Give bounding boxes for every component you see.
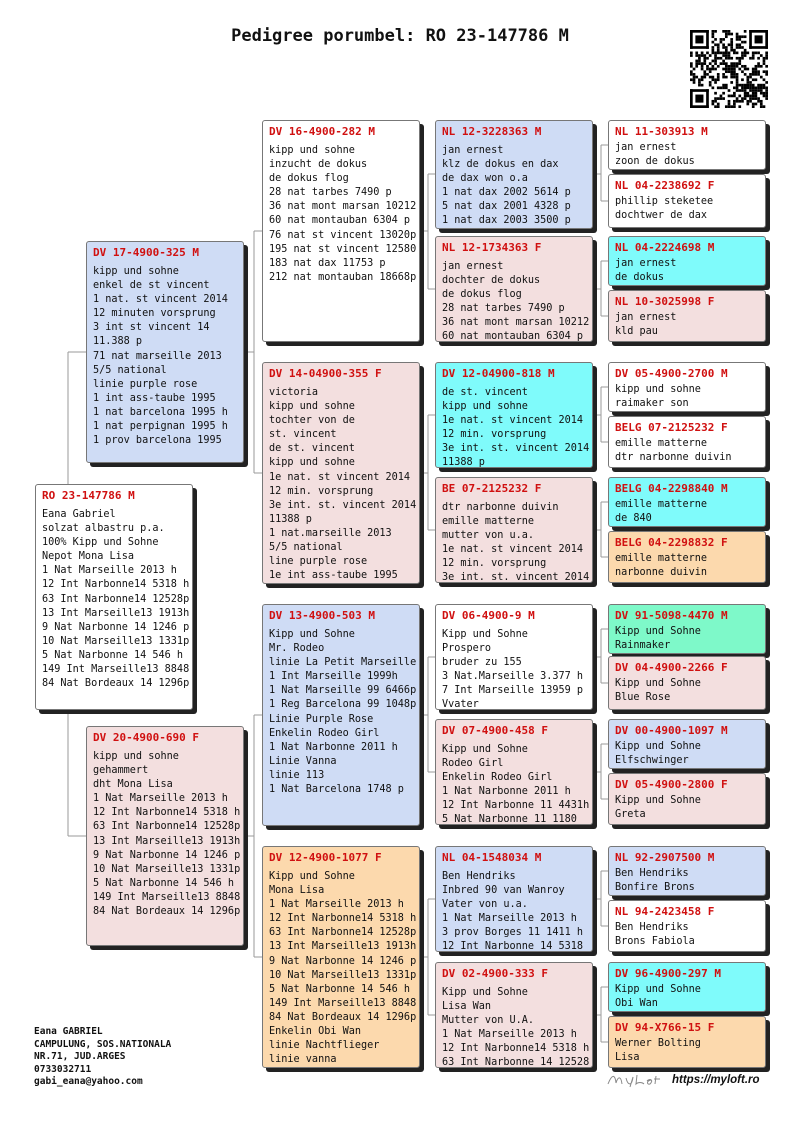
pigeon-notes [615,383,759,411]
pigeon-note-line: 1 Int Marseille 1999h [269,671,398,683]
pigeon-note-line: Enkelin Obi Wan [269,1026,362,1038]
pigeon-notes [615,921,759,949]
ring-number: BELG 07-2125232 F [615,421,728,434]
pigeon-note-line: victoria [269,387,319,398]
pedigree-box-g4-4 [608,290,766,342]
ring-number: BELG 04-2298832 F [615,536,728,549]
pigeon-note-line: de dax won o.a [442,173,528,185]
pigeon-note-line: Kipp und Sohne [442,744,528,755]
pedigree-box-g4-11 [608,719,766,769]
pigeon-note-line: 5/5 national [269,542,343,554]
ring-number: DV 06-4900-9 M [442,609,535,622]
pigeon-note-line: Lisa [615,1052,640,1064]
pigeon-note-line: 1 prov barcelona 1995 [93,435,222,447]
pigeon-note-line: 71 nat marseille 2013 [93,350,222,362]
pigeon-note-line: jan ernest [615,258,677,269]
pigeon-notes [442,628,586,710]
pigeon-note-line: Bonfire Brons [615,882,695,894]
pedigree-box-g3-4 [435,477,593,583]
pigeon-note-line: dtr narbonne duivin [615,452,732,464]
pigeon-note-line: 3e int. st. vincent 2014 [442,443,590,455]
ring-number: NL 92-2907500 M [615,851,715,864]
pigeon-note-line: 60 nat montauban 6304 p [442,331,584,342]
ring-number: DV 02-4900-333 F [442,967,548,980]
pigeon-note-line: 1e nat. st vincent 2014 [269,471,411,483]
pigeon-note-line: jan ernest [615,312,677,323]
pigeon-note-line: jan ernest [615,142,677,153]
pigeon-notes [615,677,759,705]
pigeon-note-line: dochtwer de dax [615,210,708,222]
pedigree-box-g4-9 [608,604,766,654]
pedigree-box-sire-sire [262,120,420,342]
pigeon-note-line: Kipp und Sohne [615,626,701,637]
pigeon-note-line: linie 113 [269,769,325,781]
pigeon-note-line: Blue Rose [615,692,671,704]
pigeon-note-line: Mr. Rodeo [269,643,325,655]
footer-website-link[interactable]: https://myloft.ro [672,1074,760,1086]
ring-number: NL 11-303913 M [615,125,708,138]
pigeon-note-line: 7 Int Marseille 13959 p [442,685,584,697]
pedigree-box-g3-2 [435,236,593,342]
pigeon-note-line: emille matterne [615,553,708,564]
ring-number: NL 04-2238692 F [615,179,715,192]
ring-number: DV 12-04900-818 M [442,367,555,380]
pigeon-note-line: 63 Int Narbonne 14 12528 [442,1057,590,1068]
pedigree-box-dam-sire [262,604,420,826]
pigeon-note-line: dht Mona Lisa [93,779,173,791]
pigeon-notes [615,311,759,339]
pigeon-notes [442,870,586,952]
pigeon-note-line: 10 Nat Marseille13 1331p [93,863,241,875]
ring-number: DV 17-4900-325 M [93,246,199,259]
pedigree-box-sire-dam [262,362,420,584]
pigeon-note-line: 1 nat. st vincent 2014 [93,294,228,306]
qr-code-icon [690,30,768,108]
pigeon-note-line: dochter de dokus [442,275,541,287]
pigeon-note-line: 12 minuten vorsprung [93,308,216,320]
pigeon-note-line: 1 Nat Narbonne 2011 h [442,786,571,798]
pedigree-box-dam-dam [262,846,420,1068]
pigeon-note-line: 5/5 national [93,364,167,376]
ring-number: DV 07-4900-458 F [442,724,548,737]
pigeon-note-line: 100% Kipp und Sohne [42,537,159,549]
owner-phone: 0733032711 [34,1063,92,1075]
pigeon-note-line: 1 Nat Narbonne 2011 h [269,741,398,753]
pigeon-note-line: Ben Hendriks [615,922,689,933]
pigeon-notes [93,265,237,448]
pigeon-note-line: Elfschwinger [615,755,689,767]
pedigree-box-g4-10 [608,656,766,710]
pigeon-note-line: 11388 p [269,513,312,525]
pigeon-note-line: 28 nat tarbes 7490 p [442,303,565,315]
pigeon-note-line: emille matterne [615,499,708,510]
pigeon-note-line: 1 Nat Marseille 2013 h [269,899,404,911]
pedigree-box-g4-2 [608,174,766,228]
owner-email: gabi_eana@yahoo.com [34,1076,143,1087]
pigeon-note-line: Linie Vanna [269,755,337,767]
pigeon-note-line: 1 Nat Marseille 99 6466p [269,685,417,697]
pedigree-box-g3-7 [435,846,593,952]
ring-number: DV 14-04900-355 F [269,367,382,380]
pigeon-note-line: 12 Int Narbonne14 5318 h [442,1043,590,1055]
ring-number: NL 12-1734363 F [442,241,542,254]
pedigree-box-g4-6 [608,416,766,468]
ring-number: DV 20-4900-690 F [93,731,199,744]
pigeon-note-line: Enkelin Rodeo Girl [442,772,553,784]
pedigree-box-mother [86,726,244,946]
pigeon-note-line: 60 nat montauban 6304 p [269,215,411,227]
pigeon-note-line: 12 min. vorsprung [442,558,547,570]
pigeon-note-line: enkel de st vincent [93,280,210,292]
pigeon-note-line: kld pau [615,326,658,338]
pigeon-note-line: 5 Nat Narbonne 14 546 h [42,649,184,661]
pigeon-note-line: de dokus flog [442,289,522,301]
owner-name: Eana GABRIEL [34,1026,103,1037]
pedigree-box-g3-8 [435,962,593,1068]
pigeon-notes [269,386,417,583]
ring-number: NL 04-1548034 M [442,851,542,864]
pigeon-note-line: de st. vincent [269,443,355,455]
ring-number: DV 94-X766-15 F [615,1021,715,1034]
pigeon-note-line: 1 nat barcelona 1995 h [93,406,228,418]
pigeon-note-line: 1 Nat Marseille 2013 h [42,565,177,577]
pigeon-note-line: st. vincent [269,429,337,441]
pigeon-note-line: 1e int ass-taube 1995 [269,570,398,582]
pigeon-note-line: linie Nachtflieger [269,1040,380,1052]
pigeon-note-line: kipp und sohne [615,384,701,395]
pigeon-note-line: 1 Nat Barcelona 1748 p [269,784,404,796]
pigeon-note-line: zoon de dokus [615,156,695,168]
owner-address-line: CAMPULUNG, SOS.NATIONALA [34,1038,172,1050]
pigeon-notes [442,144,586,229]
ring-number: DV 96-4900-297 M [615,967,721,980]
pigeon-notes [615,257,759,285]
myloft-signature-logo [606,1072,664,1088]
pigeon-note-line: 11388 p [442,457,485,468]
ring-number: NL 10-3025998 F [615,295,715,308]
owner-address-line: NR.71, JUD.ARGES [34,1051,126,1062]
ring-number: BELG 04-2298840 M [615,482,728,495]
pigeon-note-line: 5 nat dax 2001 4328 p [442,201,571,213]
pigeon-note-line: 3 int st vincent 14 [93,322,210,334]
pedigree-box-father [86,241,244,463]
ring-number: DV 12-4900-1077 F [269,851,382,864]
pedigree-box-g4-16 [608,1016,766,1068]
pedigree-box-g3-6 [435,719,593,825]
pigeon-note-line: 195 nat st vincent 12580 [269,243,417,255]
pigeon-note-line: de st. vincent [442,387,528,398]
pigeon-note-line: Kipp und Sohne [269,871,355,882]
pigeon-note-line: Inbred 90 van Wanroy [442,885,565,897]
pigeon-notes [615,437,759,465]
pigeon-note-line: mutter von u.a. [442,530,535,542]
pigeon-note-line: 1e nat. st vincent 2014 [442,415,584,427]
pigeon-note-line: Mona Lisa [269,885,325,897]
pigeon-notes [615,740,759,768]
pigeon-note-line: 3 prov Borges 11 1411 h [442,927,584,939]
pigeon-note-line: 183 nat dax 11753 p [269,257,386,269]
pigeon-note-line: Vater von u.a. [442,899,528,911]
pigeon-notes [615,1037,759,1065]
pigeon-note-line: Prospero [442,643,492,655]
ring-number: DV 16-4900-282 M [269,125,375,138]
pigeon-note-line: inzucht de dokus [269,159,368,171]
pigeon-note-line: 12 Int Narbonne 11 4431h [442,800,590,812]
pedigree-box-g4-8 [608,531,766,583]
pigeon-note-line: Mutter von U.A. [442,1015,535,1027]
pigeon-note-line: 10 Nat Marseille13 1331p [42,635,190,647]
pigeon-note-line: Lisa Wan [442,1001,492,1013]
pigeon-note-line: raimaker son [615,398,689,410]
pigeon-note-line: emille matterne [615,438,708,449]
ring-number: DV 05-4900-2800 F [615,778,728,791]
pigeon-note-line: Rodeo Girl [442,758,504,770]
pigeon-note-line: 12 min. vorsprung [269,485,374,497]
pigeon-note-line: 63 Int Narbonne14 12528p [93,821,241,833]
ring-number: NL 04-2224698 M [615,241,715,254]
pigeon-note-line: kipp und sohne [93,266,179,277]
pedigree-box-g3-5 [435,604,593,710]
pigeon-note-line: Eana Gabriel [42,509,116,520]
pigeon-note-line: 1 nat dax 2003 3500 p [442,215,571,227]
pigeon-note-line: Kipp und Sohne [269,629,355,640]
pigeon-note-line: 5 Nat Narbonne 11 1180 [442,814,577,825]
page-title: Pedigree porumbel: RO 23-147786 M [231,26,569,46]
pigeon-note-line: 9 Nat Narbonne 14 1246 p [93,849,241,861]
pedigree-box-g4-7 [608,477,766,527]
pigeon-note-line: Ben Hendriks [615,868,689,879]
pigeon-note-line: dtr narbonne duivin [442,502,559,513]
pigeon-note-line: 28 nat tarbes 7490 p [269,187,392,199]
pigeon-notes [42,508,190,691]
pigeon-note-line: de 840 [615,513,652,525]
pigeon-note-line: 63 Int Narbonne14 12528p [269,927,417,939]
pigeon-note-line: line purple rose [269,556,368,568]
pigeon-note-line: 3 Nat.Marseille 3.377 h [442,671,584,683]
pigeon-notes [442,260,590,342]
pigeon-note-line: Kipp und Sohne [442,629,528,640]
pigeon-note-line: linie La Petit Marseille [269,657,417,669]
pigeon-note-line: kipp und sohne [93,751,179,762]
pigeon-note-line: kipp und sohne [269,145,355,156]
pigeon-note-line: Brons Fabiola [615,936,695,948]
pigeon-note-line: 1e nat. st vincent 2014 [442,544,584,556]
pigeon-note-line: Ben Hendriks [442,871,516,882]
pigeon-note-line: linie vanna [269,1054,337,1066]
pigeon-note-line: Kipp und Sohne [615,678,701,689]
ring-number: DV 13-4900-503 M [269,609,375,622]
ring-number: DV 91-5098-4470 M [615,609,728,622]
pedigree-box-g4-3 [608,236,766,286]
ring-number: DV 04-4900-2266 F [615,661,728,674]
pigeon-notes [442,986,590,1068]
ring-number: NL 94-2423458 F [615,905,715,918]
pigeon-note-line: 1 Reg Barcelona 99 1048p [269,699,417,711]
pigeon-note-line: klz de dokus en dax [442,159,559,171]
pigeon-note-line: kipp und sohne [442,401,528,413]
pigeon-note-line: solzat albastru p.a. [42,523,165,535]
pigeon-note-line: 13 Int Marseille13 1913h [42,607,190,619]
ring-number: DV 05-4900-2700 M [615,367,728,380]
pigeon-note-line: 1 Nat Marseille 2013 h [442,913,577,925]
pedigree-box-g4-13 [608,846,766,896]
pedigree-box-subject [35,484,193,710]
pigeon-note-line: Enkelin Rodeo Girl [269,727,380,739]
pedigree-box-g4-1 [608,120,766,170]
pigeon-note-line: 63 Int Narbonne14 12528p [42,593,190,605]
ring-number: RO 23-147786 M [42,489,135,502]
pedigree-box-g4-15 [608,962,766,1012]
pigeon-note-line: Werner Bolting [615,1038,701,1049]
pigeon-note-line: emille matterne [442,516,535,528]
pigeon-notes [615,625,759,653]
pigeon-notes [615,552,759,580]
pigeon-note-line: 149 Int Marseille13 8848 [42,664,190,676]
pedigree-box-g3-1 [435,120,593,229]
pigeon-note-line: phillip steketee [615,196,714,207]
pigeon-note-line: 149 Int Marseille13 8848 [93,891,241,903]
pigeon-note-line: 36 nat mont marsan 10212 [442,317,590,329]
pigeon-note-line: bruder zu 155 [442,657,522,669]
pigeon-note-line: Kipp und Sohne [615,984,701,995]
pigeon-notes [442,743,590,825]
pedigree-box-g4-5 [608,362,766,412]
pigeon-notes [269,144,417,285]
pigeon-note-line: 149 Int Marseille13 8848 [269,997,417,1009]
owner-contact [34,1026,171,1089]
pigeon-note-line: Rainmaker [615,640,671,652]
pigeon-note-line: Kipp und Sohne [615,795,701,806]
pigeon-note-line: 212 nat montauban 18668p [269,271,417,283]
pigeon-note-line: narbonne duivin [615,567,708,579]
pigeon-note-line: de dokus [615,272,665,284]
pigeon-note-line: 13 Int Marseille13 1913h [269,941,417,953]
pigeon-notes [615,794,759,822]
pigeon-note-line: linie purple rose [93,378,198,390]
pigeon-notes [269,628,417,797]
pigeon-note-line: 3e int. st. vincent 2014 [269,499,417,511]
pigeon-notes [615,498,759,526]
pigeon-note-line: 9 Nat Narbonne 14 1246 p [42,621,190,633]
pigeon-note-line: 84 Nat Bordeaux 14 1296p [42,678,190,690]
pigeon-notes [615,867,759,895]
pigeon-note-line: 12 Int Narbonne 14 5318 [442,941,584,952]
pigeon-notes [615,983,759,1011]
ring-number: NL 12-3228363 M [442,125,542,138]
pigeon-note-line: 1 Nat Marseille 2013 h [442,1029,577,1041]
pigeon-note-line: 5 Nat Narbonne 14 546 h [269,983,411,995]
pigeon-note-line: 13 Int Marseille13 1913h [93,835,241,847]
pigeon-note-line: 1 nat dax 2002 5614 p [442,187,571,199]
pedigree-box-g4-12 [608,773,766,825]
pigeon-note-line: jan ernest [442,145,504,156]
pigeon-note-line: 12 Int Narbonne14 5318 h [42,579,190,591]
pigeon-notes [615,141,759,169]
pigeon-note-line: kipp und sohne [269,401,355,413]
pigeon-note-line: 84 Nat Bordeaux 14 1296p [93,906,241,918]
pigeon-notes [615,195,759,223]
pedigree-box-g3-3 [435,362,593,468]
pigeon-note-line: 1 Nat Marseille 2013 h [93,793,228,805]
pigeon-note-line: 3e int. st. vincent 2014 [442,572,590,583]
pigeon-note-line: 1 nat perpignan 1995 h [93,421,228,433]
pigeon-note-line: gehammert [93,765,149,777]
pigeon-note-line: 12 Int Narbonne14 5318 h [93,807,241,819]
pigeon-notes [93,750,241,919]
pigeon-notes [269,870,417,1067]
ring-number: BE 07-2125232 F [442,482,542,495]
pigeon-note-line: Vvater [442,699,479,710]
pigeon-note-line: 9 Nat Narbonne 14 1246 p [269,955,417,967]
pigeon-note-line: 84 Nat Bordeaux 14 1296p [269,1011,417,1023]
ring-number: DV 00-4900-1097 M [615,724,728,737]
pigeon-note-line: Linie Purple Rose [269,713,374,725]
pigeon-note-line: 1 nat.marseille 2013 [269,527,392,539]
pigeon-note-line: Obi Wan [615,998,658,1010]
pigeon-note-line: de dokus flog [269,173,349,185]
pigeon-notes [442,501,590,583]
pigeon-note-line: 5 Nat Narbonne 14 546 h [93,877,235,889]
pigeon-note-line: 76 nat st vincent 13020p [269,229,417,241]
pigeon-note-line: Nepot Mona Lisa [42,551,135,563]
pigeon-note-line: Greta [615,809,646,821]
pigeon-note-line: 10 Nat Marseille13 1331p [269,969,417,981]
pigeon-note-line: 1 int ass-taube 1995 [93,392,216,404]
pigeon-note-line: 36 nat mont marsan 10212 [269,201,417,213]
pigeon-note-line: 12 min. vorsprung [442,429,547,441]
pigeon-note-line: 11.388 p [93,336,143,348]
pigeon-note-line: Kipp und Sohne [442,987,528,998]
pigeon-note-line: kipp und sohne [269,457,355,469]
pedigree-box-g4-14 [608,900,766,952]
pigeon-note-line: Kipp und Sohne [615,741,701,752]
pigeon-note-line: tochter von de [269,415,355,427]
pigeon-note-line: jan ernest [442,261,504,272]
pigeon-note-line: 12 Int Narbonne14 5318 h [269,913,417,925]
pigeon-notes [442,386,590,468]
